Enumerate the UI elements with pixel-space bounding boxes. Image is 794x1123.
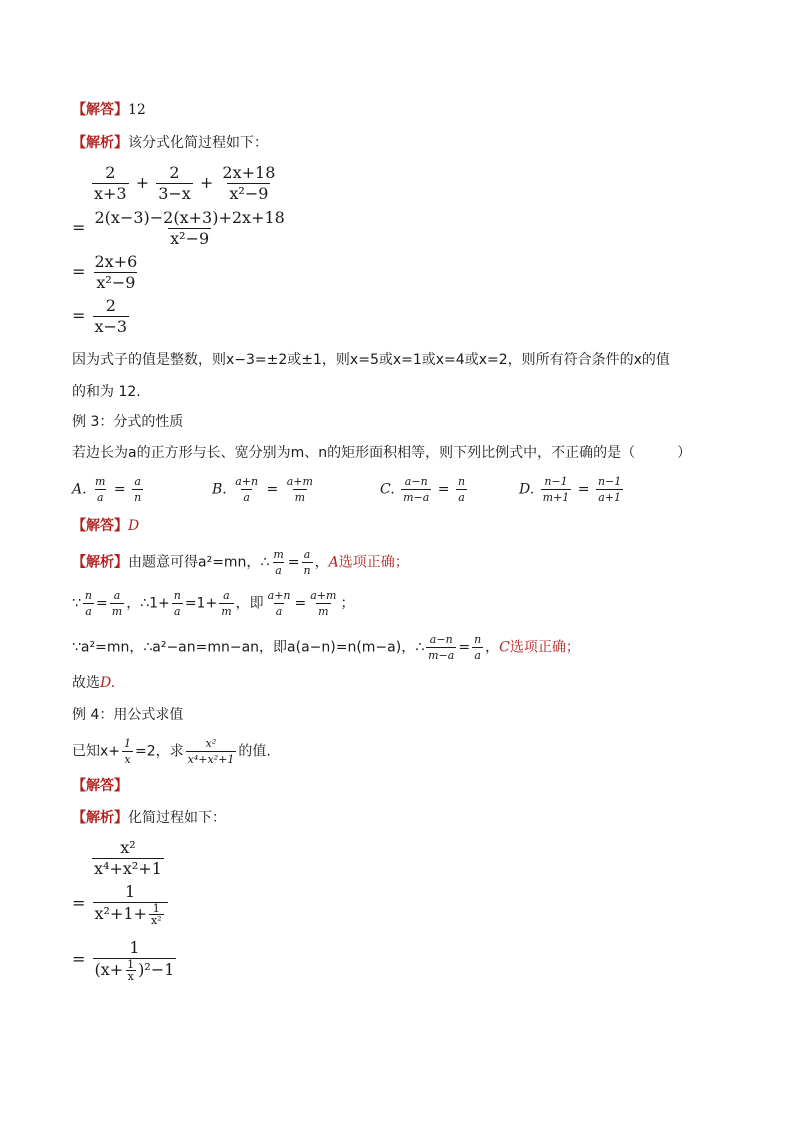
equation-line-3: = $\frac{2x+6}{\text{x²−9}}$ bbox=[72, 252, 138, 292]
example-3-title: 例 3：分式的性质 bbox=[72, 414, 184, 430]
answer-line-ex2 bbox=[72, 100, 146, 120]
conclusion-line-1: 因为式子的值是整数，则x−3=±2或±1，则x=5或x=1或x=4或x=2，则所有符合条件的x的值 bbox=[72, 352, 670, 368]
analysis-tag: 【解析】 bbox=[72, 135, 128, 151]
example-4-question: 已知x+ $\frac{1}{x}$ =2，求 $\frac{\text{x²}}{\text{x⁴+x²+1}}$ 的值. bbox=[72, 737, 271, 766]
fraction: $\frac{2x+18}{\text{x²−9}}$ bbox=[222, 163, 276, 203]
analysis-tag: 【解析】 bbox=[72, 554, 128, 571]
final-choice-line: 故选D. bbox=[72, 675, 116, 691]
answer-value: 12 bbox=[128, 102, 146, 118]
answer-tag: 【解答】 bbox=[72, 778, 128, 794]
answer-tag: 【解答】 bbox=[72, 102, 128, 118]
answer-value: D bbox=[128, 518, 140, 534]
fraction: $\frac{2(x-3)-2(x+3)+2x+18}{\text{x²−9}}$ bbox=[94, 208, 285, 248]
equation-line-2: = $\frac{2(x-3)-2(x+3)+2x+18}{\text{x²−9}}$ bbox=[72, 208, 285, 248]
analysis-tag: 【解析】 bbox=[72, 810, 128, 826]
option-d[interactable]: D. $\frac{n-1}{m+1}$ = $\frac{n-1}{a+1}$ bbox=[519, 475, 622, 504]
fraction: $\frac{\text{x²}}{\text{x⁴+x²+1}}$ bbox=[94, 838, 162, 878]
fraction: $\frac{2}{x-3}$ bbox=[94, 296, 128, 336]
answer-line-ex4 bbox=[72, 776, 128, 796]
equation-ex4-line-1 bbox=[90, 838, 166, 879]
fraction: $\frac{2}{3-x}$ bbox=[158, 163, 191, 203]
analysis-line-ex3-1: 【解析】由题意可得a²=mn，∴ $\frac{m}{a}$ = $\frac{a}{n}$ ，A选项正确； bbox=[72, 548, 409, 577]
equation-line-1: $\frac{2}{x+3}$ + $\frac{2}{3-x}$ + $\frac{2x+18}{\text{x²−9}}$ bbox=[94, 163, 276, 203]
fraction: $\frac{2x+6}{\text{x²−9}}$ bbox=[94, 252, 138, 292]
option-c[interactable]: C. $\frac{a-n}{m-a}$ = $\frac{n}{a}$ bbox=[380, 475, 466, 504]
example-4-title: 例 4：用公式求值 bbox=[72, 707, 184, 723]
fraction: 1 x²+1+ $\frac{1}{\text{x²}}$ bbox=[93, 882, 168, 926]
analysis-line-ex4: 【解析】化简过程如下： bbox=[72, 810, 226, 826]
fraction: $\frac{2}{x+3}$ bbox=[94, 163, 127, 203]
analysis-text: 该分式化简过程如下： bbox=[128, 135, 268, 151]
conclusion-line-2: 的和为 12. bbox=[72, 384, 141, 400]
option-a[interactable]: A. $\frac{m}{a}$ = $\frac{a}{n}$ bbox=[72, 475, 142, 504]
fraction: 1 (x+ $\frac{1}{x}$ )²−1 bbox=[94, 938, 175, 983]
equation-ex4-line-3: = 1 (x+ $\frac{1}{x}$ )²−1 bbox=[72, 938, 175, 983]
example-3-question: 若边长为a的正方形与长、宽分别为m、n的矩形面积相等，则下列比例式中，不正确的是（ ） bbox=[72, 445, 692, 461]
option-b[interactable]: B. $\frac{a+n}{a}$ = $\frac{a+m}{m}$ bbox=[212, 475, 313, 504]
answer-line-ex3 bbox=[72, 516, 139, 536]
equation-ex4-line-2: = 1 x²+1+ $\frac{1}{\text{x²}}$ bbox=[72, 882, 170, 926]
analysis-line-ex2 bbox=[72, 133, 268, 153]
options-row bbox=[72, 474, 722, 508]
analysis-line-ex3-3: ∵a²=mn，∴a²−an=mn−an，即a(a−n)=n(m−a)，∴ $\frac{a-n}{m-a}$ = $\frac{n}{a}$ ，C选项正确； bbox=[72, 633, 580, 662]
equation-line-4: = $\frac{2}{x-3}$ bbox=[72, 296, 128, 336]
analysis-line-ex3-2: ∵ $\frac{n}{a}$ = $\frac{a}{m}$ ，∴1+ $\frac{n}{a}$ =1+ $\frac{a}{m}$ ，即 $\frac{a+n}{a}$ = $\frac{a+m}{m}$ ； bbox=[72, 589, 355, 618]
answer-tag: 【解答】 bbox=[72, 518, 128, 534]
